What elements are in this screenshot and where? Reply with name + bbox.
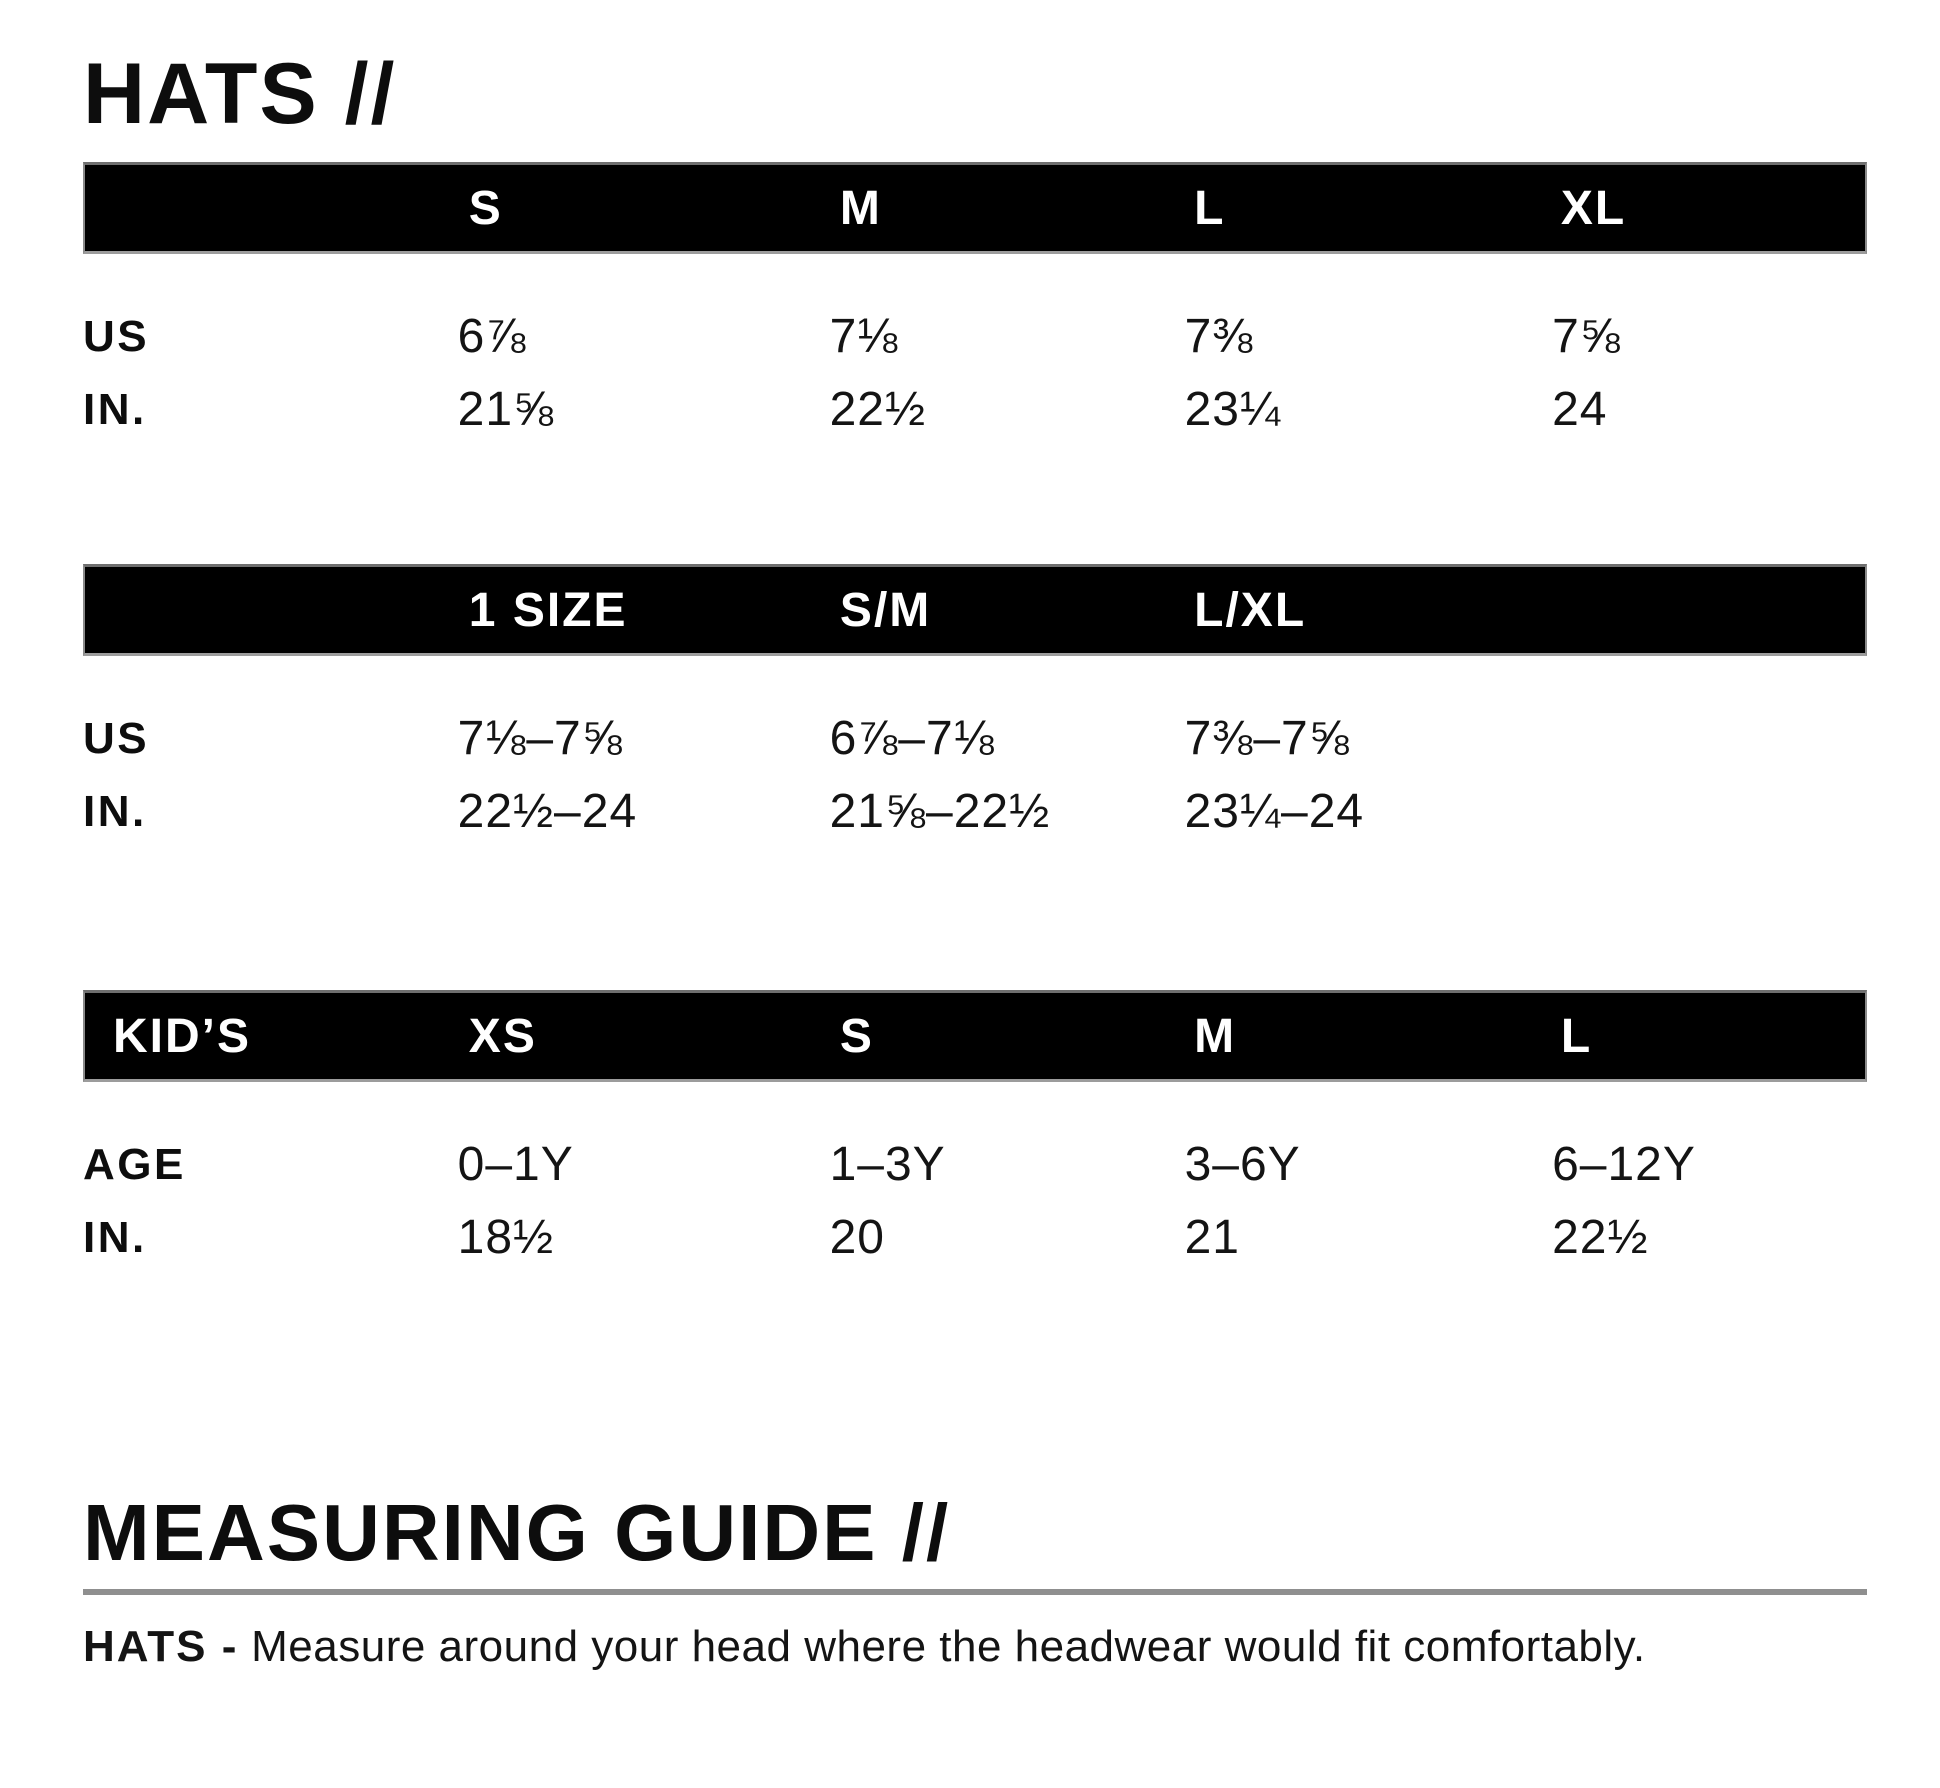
adult-us-m-value: 7⅛ (829, 310, 899, 364)
kids-age-s-value: 1–3Y (829, 1138, 946, 1192)
onesize-header-row (83, 564, 1867, 656)
kids-age-m-value: 3–6Y (1184, 1138, 1301, 1192)
onesize-header-1size: 1 SIZE (468, 583, 628, 637)
adult-us-xl-value: 7⅝ (1552, 310, 1621, 364)
size-table-kids (83, 990, 1867, 1274)
adult-header-s: S (468, 181, 503, 235)
onesize-us-row (83, 702, 1867, 775)
onesize-inches-row-label: IN. (83, 786, 147, 836)
adult-us-row-label: US (83, 311, 150, 361)
measuring-guide-note-text: Measure around your head where the headwear would fit comfortably. (251, 1622, 1646, 1672)
kids-age-row-label: AGE (83, 1139, 186, 1189)
kids-inches-s-value: 20 (829, 1211, 885, 1265)
kids-age-xs-value: 0–1Y (457, 1138, 574, 1192)
adult-header-xl: XL (1560, 181, 1627, 235)
kids-inches-row-label: IN. (83, 1212, 147, 1262)
onesize-header-sm: S/M (839, 583, 932, 637)
adult-inches-row-label: IN. (83, 384, 147, 434)
kids-rows (83, 1128, 1867, 1274)
onesize-inches-1size-value: 22½–24 (457, 785, 638, 839)
adult-inches-s-value: 21⅝ (457, 383, 555, 437)
kids-inches-m-value: 21 (1184, 1211, 1240, 1265)
kids-inches-l-value: 22½ (1552, 1211, 1649, 1265)
kids-header-row (83, 990, 1867, 1082)
measuring-guide-note (83, 1621, 1867, 1674)
kids-age-row (83, 1128, 1867, 1201)
kids-age-l-value: 6–12Y (1552, 1138, 1696, 1192)
adult-inches-xl-value: 24 (1552, 383, 1608, 437)
adult-header-l: L (1194, 181, 1226, 235)
size-table-onesize (83, 564, 1867, 848)
kids-inches-xs-value: 18½ (457, 1211, 555, 1265)
measuring-guide-divider (83, 1589, 1867, 1595)
adult-rows (83, 300, 1867, 446)
kids-header-label: KID’S (113, 1009, 252, 1063)
onesize-inches-row (83, 775, 1867, 848)
adult-inches-l-value: 23¼ (1184, 383, 1282, 437)
kids-header-m: M (1194, 1009, 1237, 1063)
adult-us-s-value: 6⅞ (457, 310, 527, 364)
measuring-guide-section (83, 1489, 1867, 1674)
onesize-us-1size-value: 7⅛–7⅝ (457, 712, 623, 766)
size-table-adult (83, 162, 1867, 446)
onesize-us-lxl-value: 7⅜–7⅝ (1184, 712, 1350, 766)
onesize-inches-lxl-value: 23¼–24 (1184, 785, 1365, 839)
adult-us-l-value: 7⅜ (1184, 310, 1254, 364)
adult-header-m: M (839, 181, 882, 235)
kids-header-s: S (839, 1009, 874, 1063)
onesize-rows (83, 702, 1867, 848)
adult-header-row (83, 162, 1867, 254)
kids-inches-row (83, 1201, 1867, 1274)
adult-inches-row (83, 373, 1867, 446)
measuring-guide-title: MEASURING GUIDE // (83, 1488, 951, 1578)
adult-inches-m-value: 22½ (829, 383, 926, 437)
measuring-guide-note-label: HATS - (83, 1622, 239, 1672)
onesize-us-row-label: US (83, 713, 150, 763)
onesize-inches-sm-value: 21⅝–22½ (829, 785, 1051, 839)
kids-header-xs: XS (468, 1009, 537, 1063)
page-title: HATS // (83, 46, 397, 142)
kids-header-l: L (1560, 1009, 1593, 1063)
adult-us-row (83, 300, 1867, 373)
onesize-us-sm-value: 6⅞–7⅛ (829, 712, 995, 766)
onesize-header-lxl: L/XL (1194, 583, 1307, 637)
